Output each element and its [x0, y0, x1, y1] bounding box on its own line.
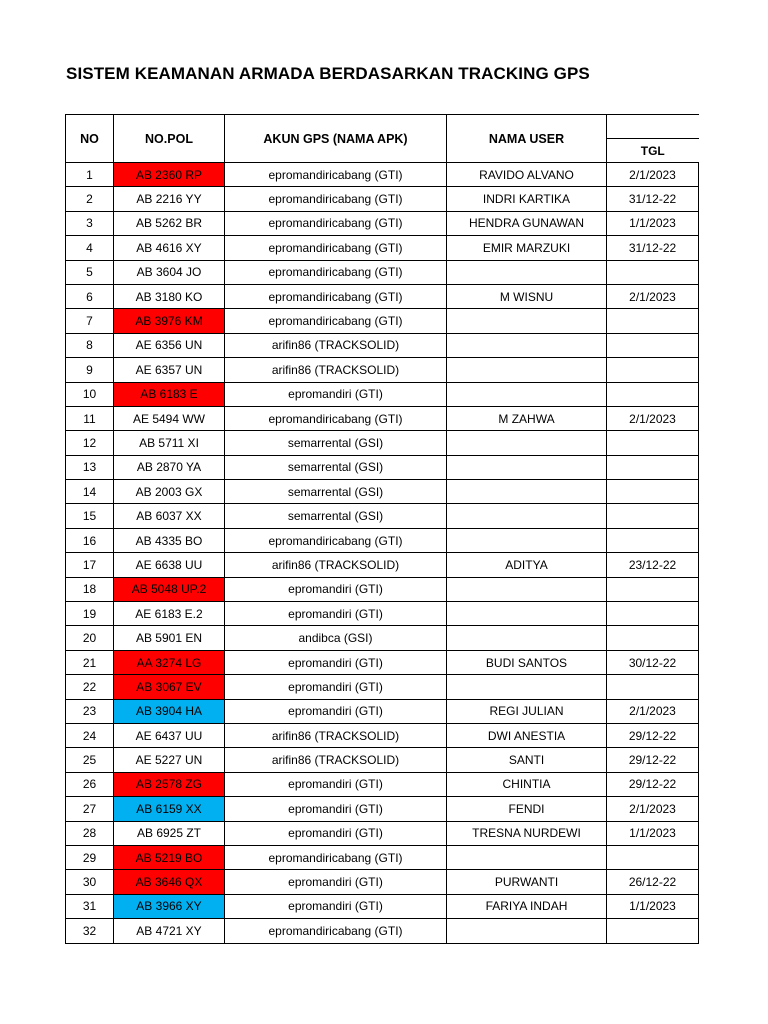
cell-tgl[interactable]: [607, 504, 699, 528]
cell-no[interactable]: 14: [66, 480, 114, 504]
cell-tgl[interactable]: [607, 919, 699, 943]
cell-nama-user[interactable]: EMIR MARZUKI: [447, 236, 607, 260]
cell-nopol[interactable]: AB 3646 QX: [114, 870, 225, 894]
table-row: [66, 699, 699, 723]
cell-no[interactable]: 9: [66, 358, 114, 382]
table-row: [66, 675, 699, 699]
cell-akun-gps[interactable]: epromandiri (GTI): [225, 870, 447, 894]
cell-no[interactable]: 26: [66, 772, 114, 796]
table-row: [66, 528, 699, 552]
cell-no[interactable]: 16: [66, 528, 114, 552]
cell-akun-gps[interactable]: arifin86 (TRACKSOLID): [225, 553, 447, 577]
cell-nopol[interactable]: AE 5227 UN: [114, 748, 225, 772]
cell-nopol[interactable]: AE 6356 UN: [114, 333, 225, 357]
cell-tgl[interactable]: [607, 309, 699, 333]
cell-akun-gps[interactable]: epromandiricabang (GTI): [225, 406, 447, 430]
cell-akun-gps[interactable]: epromandiricabang (GTI): [225, 236, 447, 260]
cell-tgl[interactable]: 2/1/2023: [607, 163, 699, 187]
cell-nama-user[interactable]: [447, 626, 607, 650]
table-row: [66, 236, 699, 260]
cell-akun-gps[interactable]: epromandiricabang (GTI): [225, 919, 447, 943]
cell-nopol[interactable]: AB 6183 E: [114, 382, 225, 406]
cell-nama-user[interactable]: [447, 358, 607, 382]
cell-akun-gps[interactable]: arifin86 (TRACKSOLID): [225, 358, 447, 382]
table-row: [66, 845, 699, 869]
table-row: [66, 358, 699, 382]
cell-akun-gps[interactable]: epromandiricabang (GTI): [225, 309, 447, 333]
cell-tgl[interactable]: [607, 260, 699, 284]
cell-tgl[interactable]: 2/1/2023: [607, 797, 699, 821]
header-blank-cell[interactable]: [607, 115, 699, 139]
cell-no[interactable]: 29: [66, 845, 114, 869]
cell-no[interactable]: 24: [66, 723, 114, 747]
cell-akun-gps[interactable]: epromandiri (GTI): [225, 577, 447, 601]
table-row: [66, 504, 699, 528]
table-row: [66, 577, 699, 601]
cell-tgl[interactable]: 23/12-22: [607, 553, 699, 577]
cell-akun-gps[interactable]: arifin86 (TRACKSOLID): [225, 723, 447, 747]
cell-tgl[interactable]: 29/12-22: [607, 748, 699, 772]
cell-tgl[interactable]: [607, 333, 699, 357]
cell-akun-gps[interactable]: semarrental (GSI): [225, 504, 447, 528]
cell-nopol[interactable]: AB 5711 XI: [114, 431, 225, 455]
table-row: [66, 187, 699, 211]
cell-nopol[interactable]: AB 5048 UP.2: [114, 577, 225, 601]
table-row: [66, 894, 699, 918]
cell-nama-user[interactable]: FARIYA INDAH: [447, 894, 607, 918]
cell-nopol[interactable]: AB 5219 BO: [114, 845, 225, 869]
cell-nama-user[interactable]: [447, 577, 607, 601]
header-row: [66, 115, 699, 139]
cell-nopol[interactable]: AB 6159 XX: [114, 797, 225, 821]
cell-akun-gps[interactable]: epromandiricabang (GTI): [225, 260, 447, 284]
cell-akun-gps[interactable]: semarrental (GSI): [225, 480, 447, 504]
cell-no[interactable]: 19: [66, 602, 114, 626]
cell-tgl[interactable]: 31/12-22: [607, 187, 699, 211]
cell-nama-user[interactable]: [447, 260, 607, 284]
cell-no[interactable]: 15: [66, 504, 114, 528]
cell-no[interactable]: 8: [66, 333, 114, 357]
table-row: [66, 382, 699, 406]
table-row: [66, 553, 699, 577]
cell-nama-user[interactable]: [447, 480, 607, 504]
cell-nama-user[interactable]: [447, 431, 607, 455]
cell-tgl[interactable]: [607, 577, 699, 601]
cell-nama-user[interactable]: BUDI SANTOS: [447, 650, 607, 674]
cell-tgl[interactable]: 2/1/2023: [607, 406, 699, 430]
cell-akun-gps[interactable]: epromandiri (GTI): [225, 675, 447, 699]
cell-no[interactable]: 4: [66, 236, 114, 260]
table-row: [66, 797, 699, 821]
cell-akun-gps[interactable]: epromandiricabang (GTI): [225, 284, 447, 308]
table-row: [66, 748, 699, 772]
table-row: [66, 284, 699, 308]
cell-tgl[interactable]: 1/1/2023: [607, 211, 699, 235]
cell-akun-gps[interactable]: semarrental (GSI): [225, 455, 447, 479]
table-row: [66, 870, 699, 894]
cell-no[interactable]: 30: [66, 870, 114, 894]
table-row: [66, 455, 699, 479]
cell-akun-gps[interactable]: epromandiri (GTI): [225, 650, 447, 674]
cell-nama-user[interactable]: [447, 504, 607, 528]
cell-tgl[interactable]: [607, 626, 699, 650]
cell-nama-user[interactable]: ADITYA: [447, 553, 607, 577]
cell-akun-gps[interactable]: epromandiri (GTI): [225, 772, 447, 796]
cell-akun-gps[interactable]: epromandiricabang (GTI): [225, 845, 447, 869]
cell-nopol[interactable]: AB 3904 HA: [114, 699, 225, 723]
cell-akun-gps[interactable]: epromandiri (GTI): [225, 382, 447, 406]
page-title: SISTEM KEAMANAN ARMADA BERDASARKAN TRACKING GPS: [66, 64, 590, 83]
cell-akun-gps[interactable]: epromandiri (GTI): [225, 699, 447, 723]
cell-nama-user[interactable]: PURWANTI: [447, 870, 607, 894]
cell-nama-user[interactable]: INDRI KARTIKA: [447, 187, 607, 211]
cell-nama-user[interactable]: [447, 455, 607, 479]
cell-tgl[interactable]: 30/12-22: [607, 650, 699, 674]
cell-nama-user[interactable]: CHINTIA: [447, 772, 607, 796]
cell-nopol[interactable]: AB 3180 KO: [114, 284, 225, 308]
cell-no[interactable]: 18: [66, 577, 114, 601]
cell-no[interactable]: 12: [66, 431, 114, 455]
cell-tgl[interactable]: [607, 528, 699, 552]
cell-no[interactable]: 7: [66, 309, 114, 333]
header-no[interactable]: NO: [66, 115, 114, 163]
cell-nopol[interactable]: AB 6037 XX: [114, 504, 225, 528]
table-row: [66, 333, 699, 357]
cell-akun-gps[interactable]: epromandiricabang (GTI): [225, 528, 447, 552]
cell-tgl[interactable]: 1/1/2023: [607, 821, 699, 845]
cell-no[interactable]: 20: [66, 626, 114, 650]
cell-no[interactable]: 13: [66, 455, 114, 479]
cell-nopol[interactable]: AB 3976 KM: [114, 309, 225, 333]
cell-tgl[interactable]: [607, 455, 699, 479]
cell-nopol[interactable]: AB 5262 BR: [114, 211, 225, 235]
cell-nama-user[interactable]: [447, 675, 607, 699]
cell-nama-user[interactable]: M ZAHWA: [447, 406, 607, 430]
cell-no[interactable]: 17: [66, 553, 114, 577]
cell-nopol[interactable]: AB 2578 ZG: [114, 772, 225, 796]
cell-no[interactable]: 2: [66, 187, 114, 211]
cell-nopol[interactable]: AE 6638 UU: [114, 553, 225, 577]
cell-nama-user[interactable]: SANTI: [447, 748, 607, 772]
table-row: [66, 602, 699, 626]
cell-no[interactable]: 28: [66, 821, 114, 845]
cell-tgl[interactable]: [607, 382, 699, 406]
cell-nopol[interactable]: AB 2216 YY: [114, 187, 225, 211]
cell-no[interactable]: 3: [66, 211, 114, 235]
cell-nopol[interactable]: AE 6357 UN: [114, 358, 225, 382]
cell-no[interactable]: 31: [66, 894, 114, 918]
cell-nama-user[interactable]: REGI JULIAN: [447, 699, 607, 723]
cell-nopol[interactable]: AA 3274 LG: [114, 650, 225, 674]
cell-nama-user[interactable]: M WISNU: [447, 284, 607, 308]
cell-no[interactable]: 27: [66, 797, 114, 821]
cell-akun-gps[interactable]: epromandiri (GTI): [225, 797, 447, 821]
cell-nopol[interactable]: AE 6437 UU: [114, 723, 225, 747]
cell-nama-user[interactable]: [447, 309, 607, 333]
fleet-table: [65, 114, 699, 944]
cell-akun-gps[interactable]: epromandiricabang (GTI): [225, 187, 447, 211]
cell-nama-user[interactable]: HENDRA GUNAWAN: [447, 211, 607, 235]
cell-nopol[interactable]: AB 2360 RP: [114, 163, 225, 187]
table-row: [66, 772, 699, 796]
cell-tgl[interactable]: [607, 358, 699, 382]
cell-nopol[interactable]: AB 4721 XY: [114, 919, 225, 943]
cell-no[interactable]: 25: [66, 748, 114, 772]
cell-nopol[interactable]: AB 4335 BO: [114, 528, 225, 552]
cell-no[interactable]: 22: [66, 675, 114, 699]
cell-nopol[interactable]: AB 6925 ZT: [114, 821, 225, 845]
cell-no[interactable]: 32: [66, 919, 114, 943]
cell-tgl[interactable]: [607, 602, 699, 626]
cell-tgl[interactable]: [607, 845, 699, 869]
table-row: [66, 309, 699, 333]
cell-nama-user[interactable]: [447, 382, 607, 406]
cell-nama-user[interactable]: FENDI: [447, 797, 607, 821]
header-nopol[interactable]: NO.POL: [114, 115, 225, 163]
cell-akun-gps[interactable]: arifin86 (TRACKSOLID): [225, 748, 447, 772]
cell-tgl[interactable]: [607, 480, 699, 504]
table-row: [66, 919, 699, 943]
cell-no[interactable]: 5: [66, 260, 114, 284]
table-row: [66, 163, 699, 187]
cell-tgl[interactable]: 29/12-22: [607, 772, 699, 796]
cell-nama-user[interactable]: [447, 528, 607, 552]
cell-tgl[interactable]: 29/12-22: [607, 723, 699, 747]
cell-nopol[interactable]: AB 2870 YA: [114, 455, 225, 479]
cell-nopol[interactable]: AB 3067 EV: [114, 675, 225, 699]
cell-nama-user[interactable]: [447, 602, 607, 626]
cell-no[interactable]: 23: [66, 699, 114, 723]
cell-nama-user[interactable]: RAVIDO ALVANO: [447, 163, 607, 187]
cell-akun-gps[interactable]: epromandiri (GTI): [225, 821, 447, 845]
cell-nopol[interactable]: AB 4616 XY: [114, 236, 225, 260]
cell-tgl[interactable]: [607, 431, 699, 455]
cell-tgl[interactable]: 2/1/2023: [607, 284, 699, 308]
table-row: [66, 260, 699, 284]
cell-akun-gps[interactable]: epromandiricabang (GTI): [225, 163, 447, 187]
cell-no[interactable]: 21: [66, 650, 114, 674]
cell-nama-user[interactable]: [447, 333, 607, 357]
table-row: [66, 211, 699, 235]
cell-akun-gps[interactable]: epromandiricabang (GTI): [225, 211, 447, 235]
cell-nopol[interactable]: AE 5494 WW: [114, 406, 225, 430]
cell-tgl[interactable]: [607, 675, 699, 699]
table-row: [66, 626, 699, 650]
table-row: [66, 821, 699, 845]
cell-no[interactable]: 10: [66, 382, 114, 406]
cell-no[interactable]: 11: [66, 406, 114, 430]
table-row: [66, 406, 699, 430]
header-nama-user[interactable]: NAMA USER: [447, 115, 607, 163]
cell-akun-gps[interactable]: semarrental (GSI): [225, 431, 447, 455]
cell-akun-gps[interactable]: epromandiri (GTI): [225, 894, 447, 918]
cell-tgl[interactable]: 1/1/2023: [607, 894, 699, 918]
table-row: [66, 431, 699, 455]
table-row: [66, 650, 699, 674]
cell-nama-user[interactable]: [447, 919, 607, 943]
cell-nopol[interactable]: AE 6183 E.2: [114, 602, 225, 626]
cell-nopol[interactable]: AB 3604 JO: [114, 260, 225, 284]
cell-nopol[interactable]: AB 3966 XY: [114, 894, 225, 918]
cell-nama-user[interactable]: [447, 845, 607, 869]
cell-no[interactable]: 6: [66, 284, 114, 308]
cell-nopol[interactable]: AB 5901 EN: [114, 626, 225, 650]
cell-tgl[interactable]: 2/1/2023: [607, 699, 699, 723]
cell-nama-user[interactable]: TRESNA NURDEWI: [447, 821, 607, 845]
cell-nopol[interactable]: AB 2003 GX: [114, 480, 225, 504]
cell-akun-gps[interactable]: arifin86 (TRACKSOLID): [225, 333, 447, 357]
header-tgl[interactable]: TGL: [607, 139, 699, 163]
cell-nama-user[interactable]: DWI ANESTIA: [447, 723, 607, 747]
cell-tgl[interactable]: 26/12-22: [607, 870, 699, 894]
cell-no[interactable]: 1: [66, 163, 114, 187]
table-row: [66, 480, 699, 504]
header-akun-gps[interactable]: AKUN GPS (NAMA APK): [225, 115, 447, 163]
cell-akun-gps[interactable]: andibca (GSI): [225, 626, 447, 650]
cell-akun-gps[interactable]: epromandiri (GTI): [225, 602, 447, 626]
cell-tgl[interactable]: 31/12-22: [607, 236, 699, 260]
table-row: [66, 723, 699, 747]
